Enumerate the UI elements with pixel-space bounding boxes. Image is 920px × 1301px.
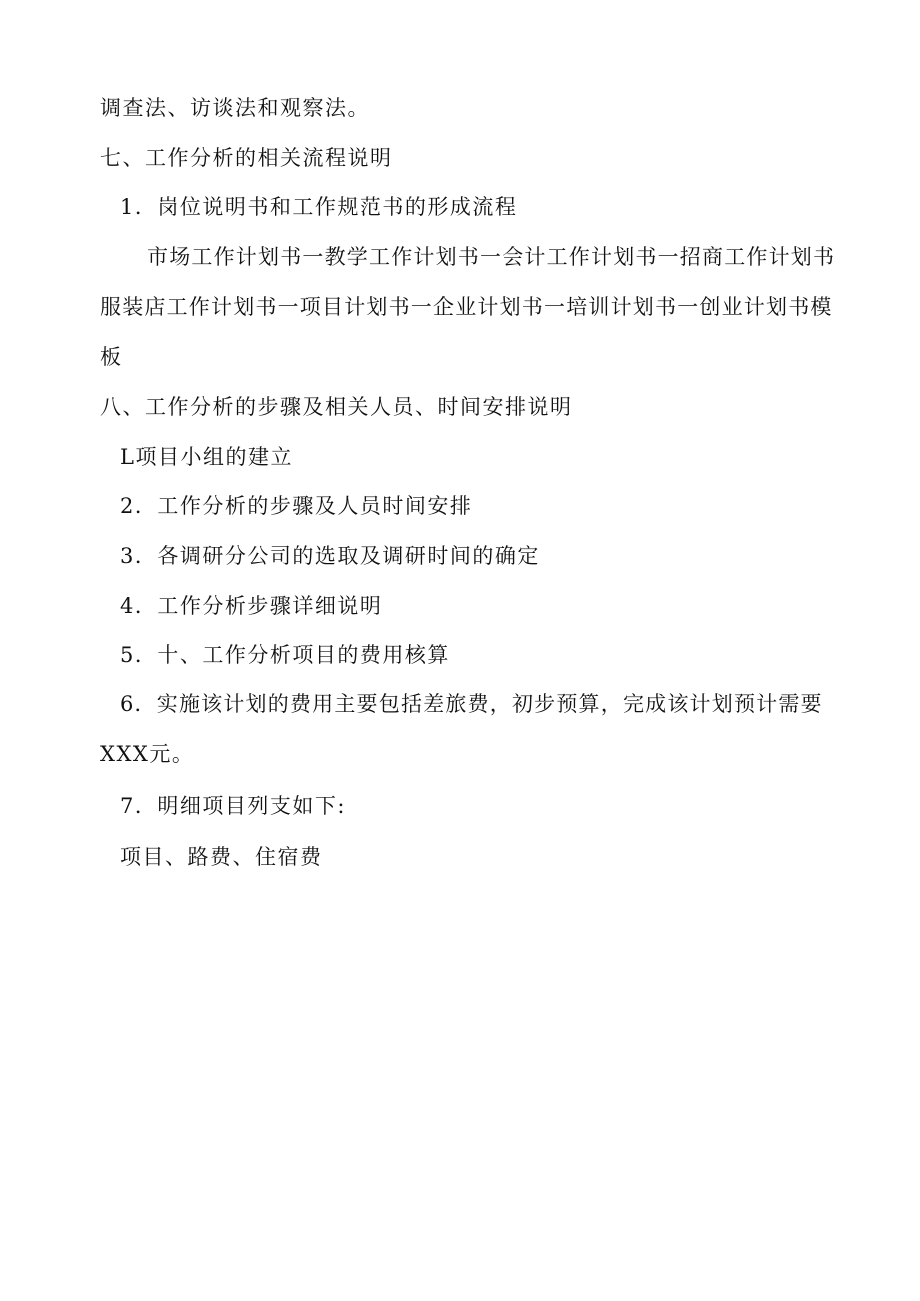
list-item-8-5: 5．十、工作分析项目的费用核算 xyxy=(120,643,450,667)
paragraph-cost-items: 项目、路费、住宿费 xyxy=(120,845,323,869)
list-item-8-7: 7．明细项目列支如下: xyxy=(120,794,346,818)
list-item-8-2: 2．工作分析的步骤及人员时间安排 xyxy=(120,494,473,518)
list-item-8-6: 6．实施该计划的费用主要包括差旅费，初步预算，完成该计划预计需要 xyxy=(120,692,823,716)
section-heading-7: 七、工作分析的相关流程说明 xyxy=(100,146,393,170)
section-heading-8: 八、工作分析的步骤及相关人员、时间安排说明 xyxy=(100,395,573,419)
paragraph-cost-amount: XXX元。 xyxy=(100,742,195,766)
list-item-8-4: 4．工作分析步骤详细说明 xyxy=(120,594,383,618)
paragraph-plan-list-line-1: 市场工作计划书一教学工作计划书一会计工作计划书一招商工作计划书 xyxy=(147,245,836,269)
paragraph-plan-list-line-2: 服装店工作计划书一项目计划书一企业计划书一培训计划书一创业计划书模 xyxy=(100,295,833,319)
list-item-7-1: 1．岗位说明书和工作规范书的形成流程 xyxy=(120,195,518,219)
paragraph-survey-methods: 调查法、访谈法和观察法。 xyxy=(100,96,370,120)
list-item-8-3: 3．各调研分公司的选取及调研时间的确定 xyxy=(120,544,540,568)
paragraph-plan-list-line-3: 板 xyxy=(100,345,123,369)
list-item-8-1: L项目小组的建立 xyxy=(120,445,293,469)
